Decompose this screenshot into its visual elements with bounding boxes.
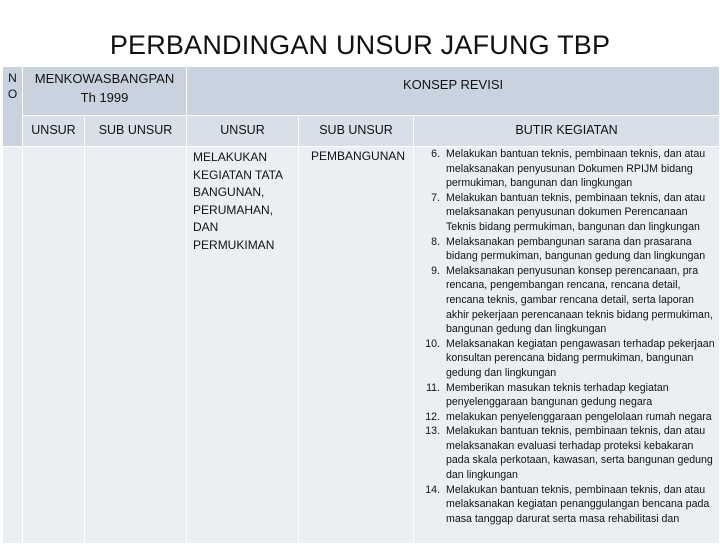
menko-year: Th 1999 [80, 90, 129, 105]
list-item: 7. Melakukan bantuan teknis, pembinaan teknis, dan atau melaksanakan penyusunan dokumen Perencanaan Teknis bidang permukiman, bangunan dan lingkungan [431, 191, 706, 233]
list-item: 13. Melakukan bantuan teknis, pembinaan teknis, dan atau melaksanakan evaluasi terhadap proteksi kebakaran pada skala perkotaan, kawasan, serta bangunan gedung dan lingkungan [425, 425, 713, 482]
unsur-new-cell [187, 147, 299, 544]
col-unsur-new [187, 116, 299, 147]
list-item: 10. Melaksanakan kegiatan pengawasan terhadap pekerjaan konsultan perencana bidang permukiman, bangunan gedung dan lingkungan [425, 337, 715, 379]
col-sub-unsur-new [299, 116, 414, 147]
col-sub-unsur-new-label: SUB UNSUR [319, 123, 393, 137]
butir-list [414, 147, 719, 526]
col-butir-label: BUTIR KEGIATAN [515, 123, 618, 137]
col-unsur-old-label: UNSUR [31, 123, 76, 137]
col-unsur-old [23, 116, 85, 147]
sub-unsur-old-cell [85, 147, 187, 544]
no-cell [3, 147, 23, 544]
sub-unsur-new-cell [299, 147, 414, 544]
menko-header: MENKOWASBANGPAN [34, 71, 175, 86]
no-header-cell [3, 67, 23, 147]
col-unsur-new-label: UNSUR [220, 123, 265, 137]
list-item: 9. Melaksanakan penyusunan konsep perencanaan, pra rencana, pengembangan rencana, rencana detail, rencana teknis, gambar rencana detail, serta laporan akhir pekerjaan perencanaan teknis bidang permukiman, bangunan gedung dan lingkungan [431, 264, 713, 336]
col-sub-unsur-old [85, 116, 187, 147]
list-item: 14. Melakukan bantuan teknis, pembinaan teknis, dan atau melaksanakan kegiatan penanggulangan bencana pada masa tanggap darurat serta masa rehabilitasi dan [425, 483, 710, 525]
comparison-table [2, 66, 720, 544]
menko-header-cell [23, 67, 187, 116]
konsep-header-cell [187, 67, 720, 116]
table-row [3, 147, 720, 544]
sub-unsur-text: PEMBANGUNAN [311, 149, 406, 163]
no-header: N O [7, 71, 18, 101]
unsur-old-cell [23, 147, 85, 544]
page-title: PERBANDINGAN UNSUR JAFUNG TBP [109, 30, 611, 60]
list-item: 12. melakukan penyelenggaraan pengelolaan rumah negara [425, 410, 712, 423]
unsur-text: MELAKUKAN KEGIATAN TATA BANGUNAN, PERUMAHAN, DAN PERMUKIMAN [193, 150, 283, 252]
col-sub-unsur-old-label: SUB UNSUR [98, 123, 173, 137]
col-butir [414, 116, 720, 147]
konsep-header: KONSEP REVISI [402, 77, 504, 92]
butir-cell [414, 147, 720, 544]
list-item: 6. Melakukan bantuan teknis, pembinaan teknis, dan atau melaksanakan penyusunan Dokumen RPIJM bidang permukiman, bangunan dan lingkungan [431, 148, 706, 190]
list-item: 11. Memberikan masukan teknis terhadap kegiatan penyelenggaraan bangunan gedung negara [426, 381, 669, 409]
list-item: 8. Melaksanakan pembangunan sarana dan prasarana bidang permukiman, bangunan gedung dan lingkungan [431, 235, 706, 263]
